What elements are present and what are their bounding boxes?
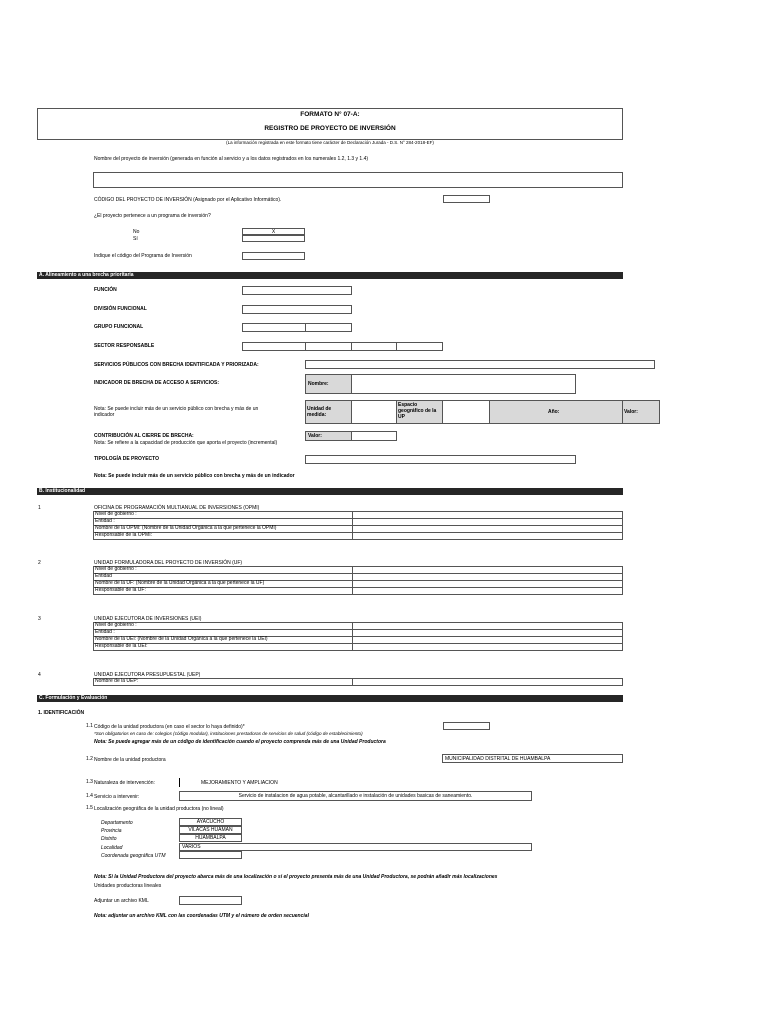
uf-title: UNIDAD FORMULADORA DEL PROYECTO DE INVERSIÓN (UF) <box>94 560 243 566</box>
table-row <box>94 588 623 595</box>
localidad-label: Localidad <box>101 845 123 851</box>
contribucion-valor-input[interactable] <box>351 431 397 441</box>
departamento-value[interactable]: AYACUCHO <box>179 818 242 826</box>
valor-label: Valor: <box>624 409 638 415</box>
coordenada-label: Coordenada geográfica UTM <box>101 853 166 859</box>
codigo-up-note: *Son obligatorios en caso de: colegios (código modular), instituciones prestadoras de servicios de salud (código de establecimiento) <box>94 731 363 736</box>
indicador-nombre-input[interactable] <box>351 374 576 394</box>
division-input[interactable] <box>242 305 352 314</box>
uf-number: 2 <box>38 560 41 566</box>
uep-nombre-label: Nombre de la UEP: <box>94 679 353 686</box>
codigo-up-label: Código de la unidad productora (en caso el sector lo haya definido)* <box>94 724 245 730</box>
table-row <box>94 581 623 588</box>
opmi-entidad-value[interactable] <box>353 519 623 526</box>
uf-nombre-label: Nombre de la UF: (Nombre de la Unidad Orgánica a la que pertenece la UF) <box>94 581 353 588</box>
grupo-label: GRUPO FUNCIONAL <box>94 324 144 330</box>
section-b-header: B. Institucionalidad <box>37 488 623 495</box>
opmi-number: 1 <box>38 505 41 511</box>
codigo-up-input[interactable] <box>443 722 490 730</box>
uei-entidad-label: Entidad : <box>94 630 353 637</box>
table-row <box>94 533 623 540</box>
program-code-input[interactable] <box>242 252 305 260</box>
table-row <box>94 644 623 651</box>
opmi-nombre-label: Nombre de la OPMI: (Nombre de la Unidad Orgánica a la que pertenece la OPMI) <box>94 526 353 533</box>
uei-table <box>93 622 623 651</box>
opmi-title: OFICINA DE PROGRAMACIÓN MULTIANUAL DE INVERSIONES (OPMI) <box>94 505 260 511</box>
option-si-checkbox[interactable] <box>242 235 305 242</box>
servicio-value[interactable]: Servicio de instalacion de agua potable, alcantarillado e instalación de unidades basicas de saneamiento. <box>179 791 532 801</box>
item-1-3-number: 1.3 <box>86 779 93 785</box>
opmi-entidad-label: Entidad : <box>94 519 353 526</box>
option-si-label: Sí <box>133 236 138 242</box>
uf-responsable-value[interactable] <box>353 588 623 595</box>
anio-label: Año: <box>548 409 560 415</box>
uei-number: 3 <box>38 616 41 622</box>
kml-upload-input[interactable] <box>179 896 242 905</box>
uep-nombre-value[interactable] <box>353 679 623 686</box>
item-1-5-number: 1.5 <box>86 805 93 811</box>
uf-entidad-value[interactable] <box>353 574 623 581</box>
table-row <box>94 512 623 519</box>
adjuntar-kml-label: Adjuntar un archivo KML <box>94 898 149 904</box>
division-label: DIVISIÓN FUNCIONAL <box>94 306 147 312</box>
up-lineales-label: Unidades productoras lineales <box>94 883 162 889</box>
uei-nivel-label: Nivel de gobierno : <box>94 623 353 630</box>
table-row <box>94 526 623 533</box>
contribucion-nota: Nota: Se refiere a la capacidad de producción que aporta el proyecto (incremental) <box>94 440 278 446</box>
servicio-label: Servicio a intervenir: <box>94 794 140 800</box>
table-row <box>94 637 623 644</box>
servicios-input[interactable] <box>305 360 655 369</box>
grupo-input-1[interactable] <box>242 323 306 332</box>
option-no-label: No <box>133 229 140 235</box>
uei-responsable-label: Responsable de la UEI: <box>94 644 353 651</box>
nota-servicio-1: Nota: Se puede incluir más de un servicio público con brecha y más de un <box>94 406 259 412</box>
nombre-up-label: Nombre de la unidad productora <box>94 757 166 763</box>
espacio-label: Espacio <box>398 402 418 408</box>
opmi-nivel-label: Nivel de gobierno : <box>94 512 353 519</box>
codigo-up-note-2: Nota: Se puede agregar más de un código de identificación cuando el proyecto comprenda más de una Unidad Productora <box>94 739 386 745</box>
opmi-responsable-value[interactable] <box>353 533 623 540</box>
localidad-value[interactable]: VARIOS <box>179 843 532 851</box>
tipologia-input[interactable] <box>305 455 576 464</box>
contribucion-valor-label: Valor: <box>305 431 352 441</box>
unidad-medida-label-2: medida: <box>307 412 327 418</box>
option-no-checkbox[interactable]: X <box>242 228 305 235</box>
table-row <box>94 679 623 686</box>
tipologia-label: TIPOLOGÍA DE PROYECTO <box>94 456 160 462</box>
provincia-value[interactable]: VILACAS HUAMÁN <box>179 826 242 834</box>
table-row <box>94 623 623 630</box>
sector-input-2[interactable] <box>305 342 352 351</box>
uf-nombre-value[interactable] <box>353 581 623 588</box>
contribucion-label: CONTRIBUCIÓN AL CIERRE DE BRECHA: <box>94 433 194 439</box>
naturaleza-marker <box>179 778 180 787</box>
sector-label: SECTOR RESPONSABLE <box>94 343 155 349</box>
espacio-label-3: UP <box>398 414 405 420</box>
funcion-input[interactable] <box>242 286 352 295</box>
uei-title: UNIDAD EJECUTORA DE INVERSIONES (UEI) <box>94 616 202 622</box>
opmi-nivel-value[interactable] <box>353 512 623 519</box>
opmi-nombre-value[interactable] <box>353 526 623 533</box>
sector-input-3[interactable] <box>351 342 397 351</box>
opmi-responsable-label: Responsable de la OPMI: <box>94 533 353 540</box>
unidad-medida-input[interactable] <box>351 400 397 424</box>
item-1-2-number: 1.2 <box>86 756 93 762</box>
uep-table <box>93 678 623 686</box>
localizacion-label: Localización geográfica de la unidad productora (no lineal) <box>94 806 224 812</box>
indicador-nombre-label: Nombre: <box>305 374 352 394</box>
table-row <box>94 567 623 574</box>
grupo-input-2[interactable] <box>305 323 352 332</box>
program-question: ¿El proyecto pertenece a un programa de inversión? <box>94 213 211 219</box>
distrito-label: Distrito <box>101 836 117 842</box>
section-a-header: A. Alineamiento a una brecha prioritaria <box>37 272 623 279</box>
uf-responsable-label: Responsable de la UF: <box>94 588 353 595</box>
form-title: REGISTRO DE PROYECTO DE INVERSIÓN <box>264 125 396 132</box>
project-code-label: CÓDIGO DEL PROYECTO DE INVERSIÓN (Asignado por el Aplicativo Informático). <box>94 197 282 203</box>
identificacion-heading: 1. IDENTIFICACIÓN <box>38 710 85 716</box>
project-name-input[interactable] <box>93 172 623 188</box>
uep-title: UNIDAD EJECUTORA PRESUPUESTAL (UEP) <box>94 672 201 678</box>
uei-responsable-value[interactable] <box>353 644 623 651</box>
espacio-input[interactable] <box>442 400 490 424</box>
sector-input-4[interactable] <box>396 342 443 351</box>
sector-input-1[interactable] <box>242 342 306 351</box>
servicios-label: SERVICIOS PÚBLICOS CON BRECHA IDENTIFICADA Y PRIORIZADA: <box>94 362 259 368</box>
coordenada-input[interactable] <box>179 851 242 859</box>
uep-number: 4 <box>38 672 41 678</box>
indicador-label: INDICADOR DE BRECHA DE ACCESO A SERVICIOS: <box>94 380 220 386</box>
departamento-label: Departamento <box>101 820 133 826</box>
unidad-medida-label: Unidad de <box>307 406 332 412</box>
uf-entidad-label: Entidad <box>94 574 353 581</box>
nota-servicio-2: Nota: Se puede incluir más de un servicio público con brecha y más de un indicador <box>94 473 295 479</box>
uf-nivel-value[interactable] <box>353 567 623 574</box>
form-number: FORMATO N° 07-A: <box>300 111 360 118</box>
project-name-label: Nombre del proyecto de inversión (generada en función al servicio y a los datos registrados en los numerales 1.2, 1.3 y 1.4) <box>94 156 369 162</box>
program-code-label: Indique el código del Programa de Inversión <box>94 253 192 259</box>
form-subtitle: (La información registrada en este formato tiene carácter de Declaración Jurada - D.S. N° 284-2018-EF) <box>226 140 434 145</box>
distrito-value[interactable]: HUAMBALPA <box>179 834 242 842</box>
nombre-up-value[interactable]: MUNICIPALIDAD DISTRITAL DE HUAMBALPA <box>442 754 623 763</box>
uei-nombre-label: Nombre de la UEI: (Nombre de la Unidad Orgánica a la que pertenece la UEI) <box>94 637 353 644</box>
nota-servicio-1b: indicador <box>94 412 115 418</box>
item-1-4-number: 1.4 <box>86 793 93 799</box>
uei-nivel-value[interactable] <box>353 623 623 630</box>
funcion-label: FUNCIÓN <box>94 287 117 293</box>
uei-nombre-value[interactable] <box>353 637 623 644</box>
uf-table <box>93 566 623 595</box>
uei-entidad-value[interactable] <box>353 630 623 637</box>
nota-kml: Nota: adjuntar un archivo KML con las coordenadas UTM y el número de orden secuencial <box>94 913 309 919</box>
item-1-1-number: 1.1 <box>86 723 93 729</box>
provincia-label: Provincia <box>101 828 122 834</box>
naturaleza-value[interactable]: MEJORAMIENTO Y AMPLIACION <box>201 780 278 786</box>
uf-nivel-label: Nivel de gobierno : <box>94 567 353 574</box>
section-c-header: C. Formulación y Evaluación <box>37 695 623 702</box>
nota-localizacion: Nota: Si la Unidad Productora del proyecto abarca más de una localización o si el proyecto presenta más de una Unidad Productora, se podrán añadir más localizaciones <box>94 874 498 880</box>
espacio-label-2: geográfico de la <box>398 408 437 414</box>
naturaleza-label: Naturaleza de intervención: <box>94 780 155 786</box>
opmi-table <box>93 511 623 540</box>
project-code-input[interactable] <box>443 195 490 203</box>
